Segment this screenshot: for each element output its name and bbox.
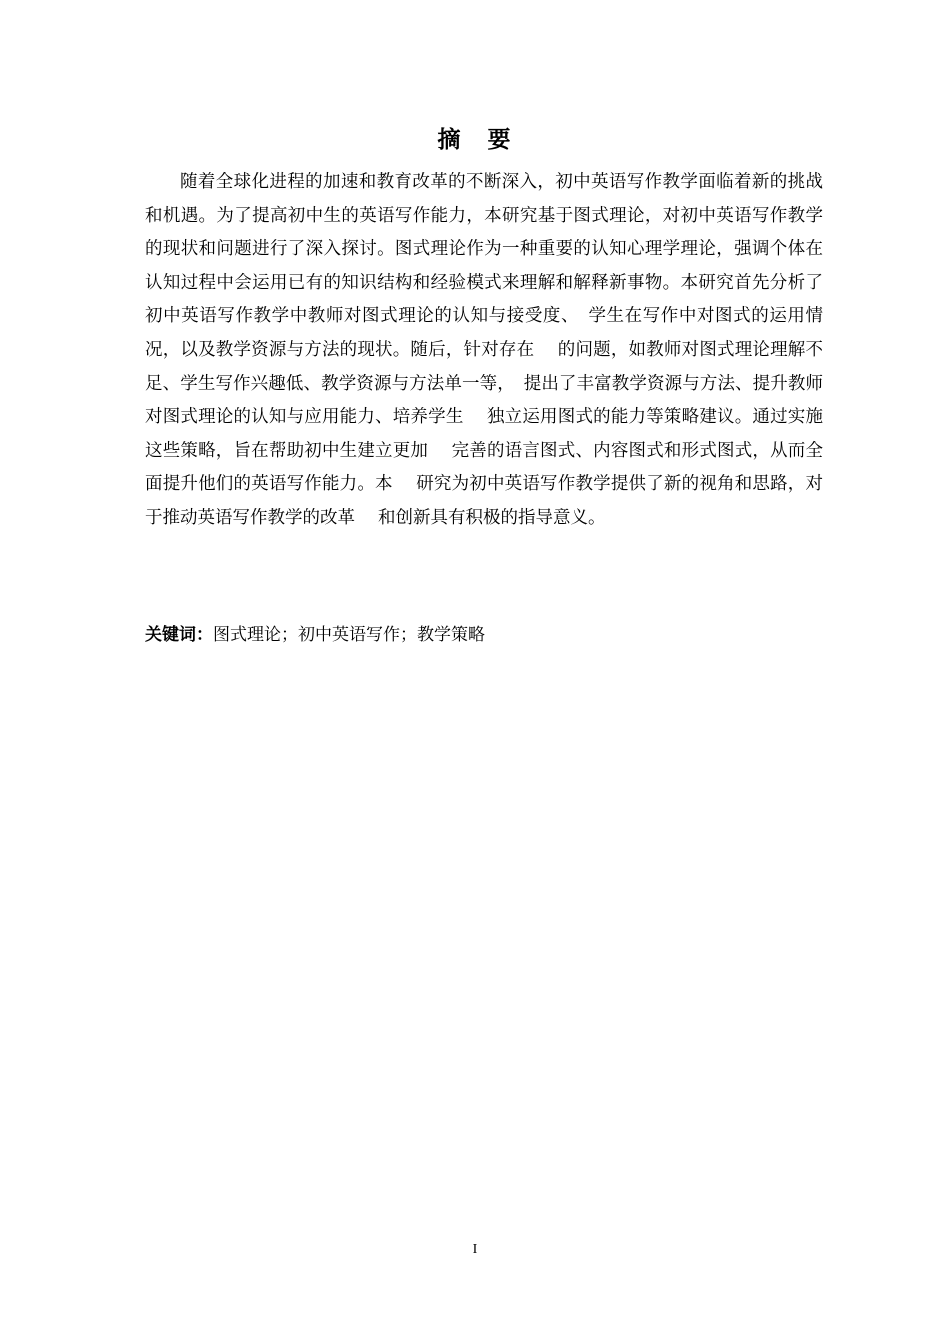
abstract-title: 摘 要 (437, 127, 513, 153)
keywords-label: 关键词： (145, 625, 213, 645)
abstract-paragraph: 随着全球化进程的加速和教育改革的不断深入，初中英语写作教学面临着新的挑战和机遇。为了提高初中生的英语写作能力，本研究基于图式理论，对初中英语写作教学的现状和问题进行了深入探讨。图式理论作为一种重要的认知心理学理论，强调个体在认知过程中会运用已有的知识结构和经验模式来理解和解释新事物。本研究首先分析了初中英语写作教学中教师对图式理论的认知与接受度、 学生在写作中对图式的运用情况，以及教学资源与方法的现状。随后，针对存在 的问题，如教师对图式理论理解不足、学生写作兴趣低、教学资源与方法单一等， 提出了丰富教学资源与方法、提升教师对图式理论的认知与应用能力、培养学生 独立运用图式的能力等策略建议。通过实施这些策略，旨在帮助初中生建立更加 完善的语言图式、内容图式和形式图式，从而全面提升他们的英语写作能力。本 研究为初中英语写作教学提供了新的视角和思路，对于推动英语写作教学的改革 和创新具有积极的指导意义。 (145, 172, 823, 528)
page-number: I (472, 1242, 478, 1257)
abstract-body (145, 166, 823, 536)
keywords-line (145, 620, 823, 650)
keywords-text: 图式理论；初中英语写作；教学策略 (213, 625, 485, 645)
